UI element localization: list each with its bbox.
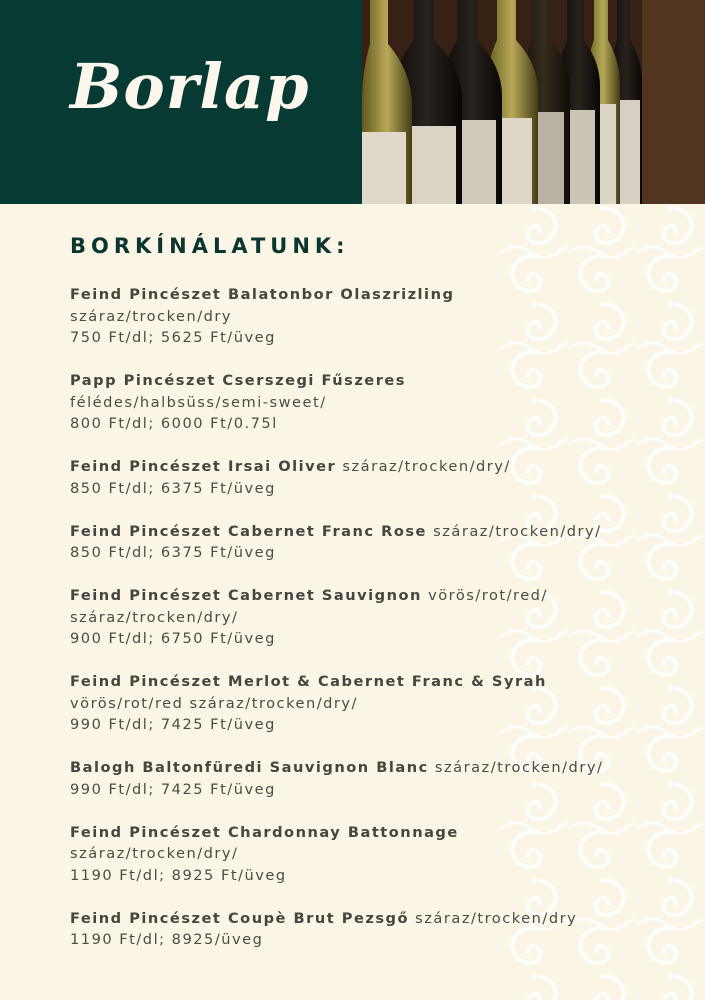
wine-price: 900 Ft/dl; 6750 Ft/üveg [70, 630, 276, 647]
wine-type: száraz/trocken/dry [70, 307, 233, 325]
wine-name: Feind Pincészet Cabernet Sauvignon [70, 587, 422, 604]
header-banner [0, 0, 362, 204]
wine-price: 990 Ft/dl; 7425 Ft/üveg [70, 780, 276, 798]
wine-type: száraz/trocken/dry/ [70, 845, 239, 862]
wine-type: vörös/rot/red száraz/trocken/dry/ [70, 694, 358, 712]
wine-entry [70, 456, 630, 499]
wine-entry [70, 757, 630, 800]
wine-name: Feind Pincészet Merlot & Cabernet Franc & Syrah [70, 673, 547, 690]
wine-type: száraz/trocken/dry/ [70, 608, 239, 626]
wine-price: 850 Ft/dl; 6375 Ft/üveg [70, 479, 276, 497]
wine-type-inline: száraz/trocken/dry [409, 909, 578, 927]
wine-entry [70, 671, 630, 736]
wine-entry [70, 370, 630, 435]
wine-type-inline: száraz/trocken/dry/ [428, 759, 604, 776]
wine-bottles-photo [362, 0, 705, 204]
wine-name: Papp Pincészet Cserszegi Fűszeres [70, 372, 406, 389]
wine-price: 1190 Ft/dl; 8925 Ft/üveg [70, 866, 287, 884]
wine-price: 750 Ft/dl; 5625 Ft/üveg [70, 329, 276, 346]
menu-content [70, 234, 630, 972]
wine-name: Feind Pincészet Irsai Oliver [70, 458, 337, 475]
wine-type-inline: vörös/rot/red/ [421, 587, 548, 604]
wine-name: Feind Pincészet Cabernet Franc Rose [70, 522, 427, 540]
page-title: Borlap [70, 50, 310, 123]
wine-type-inline: száraz/trocken/dry/ [426, 522, 602, 540]
wine-price: 1190 Ft/dl; 8925/üveg [70, 931, 264, 948]
wine-price: 850 Ft/dl; 6375 Ft/üveg [70, 544, 276, 561]
wine-name: Feind Pincészet Chardonnay Battonnage [70, 823, 459, 841]
wine-name: Feind Pincészet Coupè Brut Pezsgő [70, 909, 410, 927]
wine-entry [70, 585, 630, 650]
wine-bottles-illustration [362, 0, 705, 204]
wine-price: 990 Ft/dl; 7425 Ft/üveg [70, 716, 276, 733]
wine-entry [70, 284, 630, 349]
wine-entry [70, 822, 630, 887]
wine-name: Balogh Baltonfüredi Sauvignon Blanc [70, 759, 429, 776]
menu-heading: BORKÍNÁLATUNK: [70, 234, 350, 258]
wine-type-inline: száraz/trocken/dry/ [336, 458, 511, 475]
wine-entry [70, 521, 630, 564]
wine-price: 800 Ft/dl; 6000 Ft/0.75l [70, 415, 278, 432]
wine-name: Feind Pincészet Balatonbor Olaszrizling [70, 286, 455, 303]
wine-type: félédes/halbsüss/semi-sweet/ [70, 393, 327, 411]
wine-entry [70, 908, 630, 951]
